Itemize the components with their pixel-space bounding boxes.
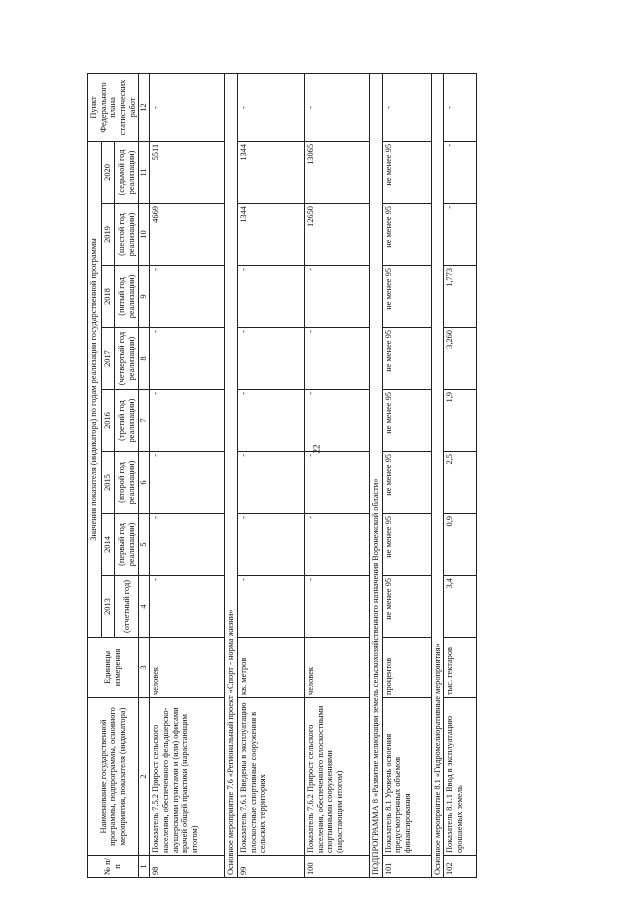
row-value: - — [444, 141, 477, 203]
row-num: 100 — [304, 856, 369, 878]
row-value: - — [304, 266, 369, 328]
header-year-note: (шестой год реализации) — [115, 204, 139, 266]
column-number: 12 — [139, 73, 150, 141]
column-number: 11 — [139, 141, 150, 203]
section-row — [369, 73, 382, 877]
header-year: 2019 — [101, 204, 115, 266]
header-year: 2013 — [101, 576, 115, 638]
row-value: - — [237, 576, 304, 638]
column-number: 8 — [139, 328, 150, 390]
header-year: 2015 — [101, 452, 115, 514]
row-fed: - — [444, 73, 477, 141]
row-value: 3,260 — [444, 328, 477, 390]
column-number: 3 — [139, 638, 150, 698]
row-value: - — [150, 514, 225, 576]
header-year: 2018 — [101, 266, 115, 328]
row-value: 1,773 — [444, 266, 477, 328]
row-fed: - — [382, 73, 431, 141]
header-year-note: (третий год реализации) — [115, 390, 139, 452]
header-year-note: (второй год реализации) — [115, 452, 139, 514]
header-name: Наименование государственной программы, подпрограммы, основного мероприятия, показателя (индикатора) — [88, 698, 139, 856]
row-name: Показатель 8.1.1 Ввод в эксплуатацию орошаемых земель — [444, 698, 477, 856]
section-title: ПОДПРОГРАММА 8 «Развитие мелиорации земель сельскохозяйственного назначения Воронежской области» — [369, 73, 382, 877]
table-row — [150, 73, 225, 877]
header-year-note: (отчетный год) — [115, 576, 139, 638]
row-unit: человек — [304, 638, 369, 698]
row-value: 1,9 — [444, 390, 477, 452]
row-value: - — [304, 328, 369, 390]
header-year-note: (первый год реализации) — [115, 514, 139, 576]
row-name: Показатель 8.1 Уровень освоения предусмотренных объемов финансирования — [382, 698, 431, 856]
row-value: 13065 — [304, 141, 369, 203]
row-value: - — [150, 390, 225, 452]
row-fed: - — [304, 73, 369, 141]
row-unit: человек — [150, 638, 225, 698]
row-value: - — [237, 452, 304, 514]
row-value: - — [444, 204, 477, 266]
row-unit: процентов — [382, 638, 431, 698]
column-number: 7 — [139, 390, 150, 452]
row-name: Показатель 7.6.1 Введены в эксплуатацию плоскостные спортивные сооружения в сельских территориях — [237, 698, 304, 856]
row-value: не менее 95 — [382, 390, 431, 452]
row-value: - — [237, 328, 304, 390]
row-value: 12650 — [304, 204, 369, 266]
row-value: - — [150, 452, 225, 514]
section-title: Основное мероприятие 8.1 «Гидромелиоративные мероприятия» — [431, 73, 444, 877]
row-value: не менее 95 — [382, 204, 431, 266]
row-name: Показатель 7.6.2 Прирост сельского населения, обеспеченного плоскостными спортивными сооружениями (нарастающим итогом) — [304, 698, 369, 856]
row-value: - — [304, 390, 369, 452]
row-value: - — [150, 576, 225, 638]
row-value: не менее 95 — [382, 328, 431, 390]
column-number: 9 — [139, 266, 150, 328]
row-value: 0,9 — [444, 514, 477, 576]
row-value: 2,5 — [444, 452, 477, 514]
section-title: Основное мероприятие 7.6 «Региональный проект «Спорт - норма жизни» — [225, 73, 238, 877]
column-number: 4 — [139, 576, 150, 638]
table-row — [304, 73, 369, 877]
header-year-note: (четвертый год реализации) — [115, 328, 139, 390]
header-year: 2014 — [101, 514, 115, 576]
column-number: 10 — [139, 204, 150, 266]
row-name: Показатель 7.5.2 Прирост сельского населения, обеспеченного фельдшерско-акушерскими пунктами и (или) офисами врачей общей практики (нарастающим итогом) — [150, 698, 225, 856]
header-year: 2020 — [101, 141, 115, 203]
header-num: № п/п — [88, 856, 139, 878]
row-value: - — [150, 328, 225, 390]
row-num: 99 — [237, 856, 304, 878]
page-number: 22 — [311, 444, 322, 454]
row-value: - — [237, 266, 304, 328]
column-number: 1 — [139, 856, 150, 878]
row-value: 1344 — [237, 204, 304, 266]
row-fed: - — [237, 73, 304, 141]
header-year: 2016 — [101, 390, 115, 452]
indicator-table — [87, 73, 477, 878]
row-unit: кв. метров — [237, 638, 304, 698]
row-value: - — [150, 266, 225, 328]
header-year-note: (пятый год реализации) — [115, 266, 139, 328]
section-row — [225, 73, 238, 877]
row-value: - — [304, 452, 369, 514]
column-number: 5 — [139, 514, 150, 576]
row-value: 3,4 — [444, 576, 477, 638]
row-value: - — [304, 576, 369, 638]
section-row — [431, 73, 444, 877]
row-value: не менее 95 — [382, 576, 431, 638]
row-value: не менее 95 — [382, 514, 431, 576]
row-value: не менее 95 — [382, 266, 431, 328]
column-number: 2 — [139, 698, 150, 856]
row-num: 102 — [444, 856, 477, 878]
row-num: 98 — [150, 856, 225, 878]
table-row — [382, 73, 431, 877]
row-value: 1344 — [237, 141, 304, 203]
row-value: - — [237, 390, 304, 452]
row-value: не менее 95 — [382, 141, 431, 203]
row-value: 4669 — [150, 204, 225, 266]
header-unit: Единицы измерения — [88, 638, 139, 698]
row-value: - — [304, 514, 369, 576]
row-fed: - — [150, 73, 225, 141]
row-value: не менее 95 — [382, 452, 431, 514]
column-number: 6 — [139, 452, 150, 514]
header-fed-plan: Пункт Федерального плана статистических работ — [88, 73, 139, 141]
row-unit: тыс. гектаров — [444, 638, 477, 698]
indicator-table-sheet — [87, 74, 569, 878]
header-year-note: (седьмой год реализации) — [115, 141, 139, 203]
row-num: 101 — [382, 856, 431, 878]
header-values-group: Значения показателя (индикатора) по годам реализации государственной программы — [88, 141, 102, 637]
row-value: - — [237, 514, 304, 576]
table-row — [444, 73, 477, 877]
row-value: 5511 — [150, 141, 225, 203]
header-year: 2017 — [101, 328, 115, 390]
table-row — [237, 73, 304, 877]
